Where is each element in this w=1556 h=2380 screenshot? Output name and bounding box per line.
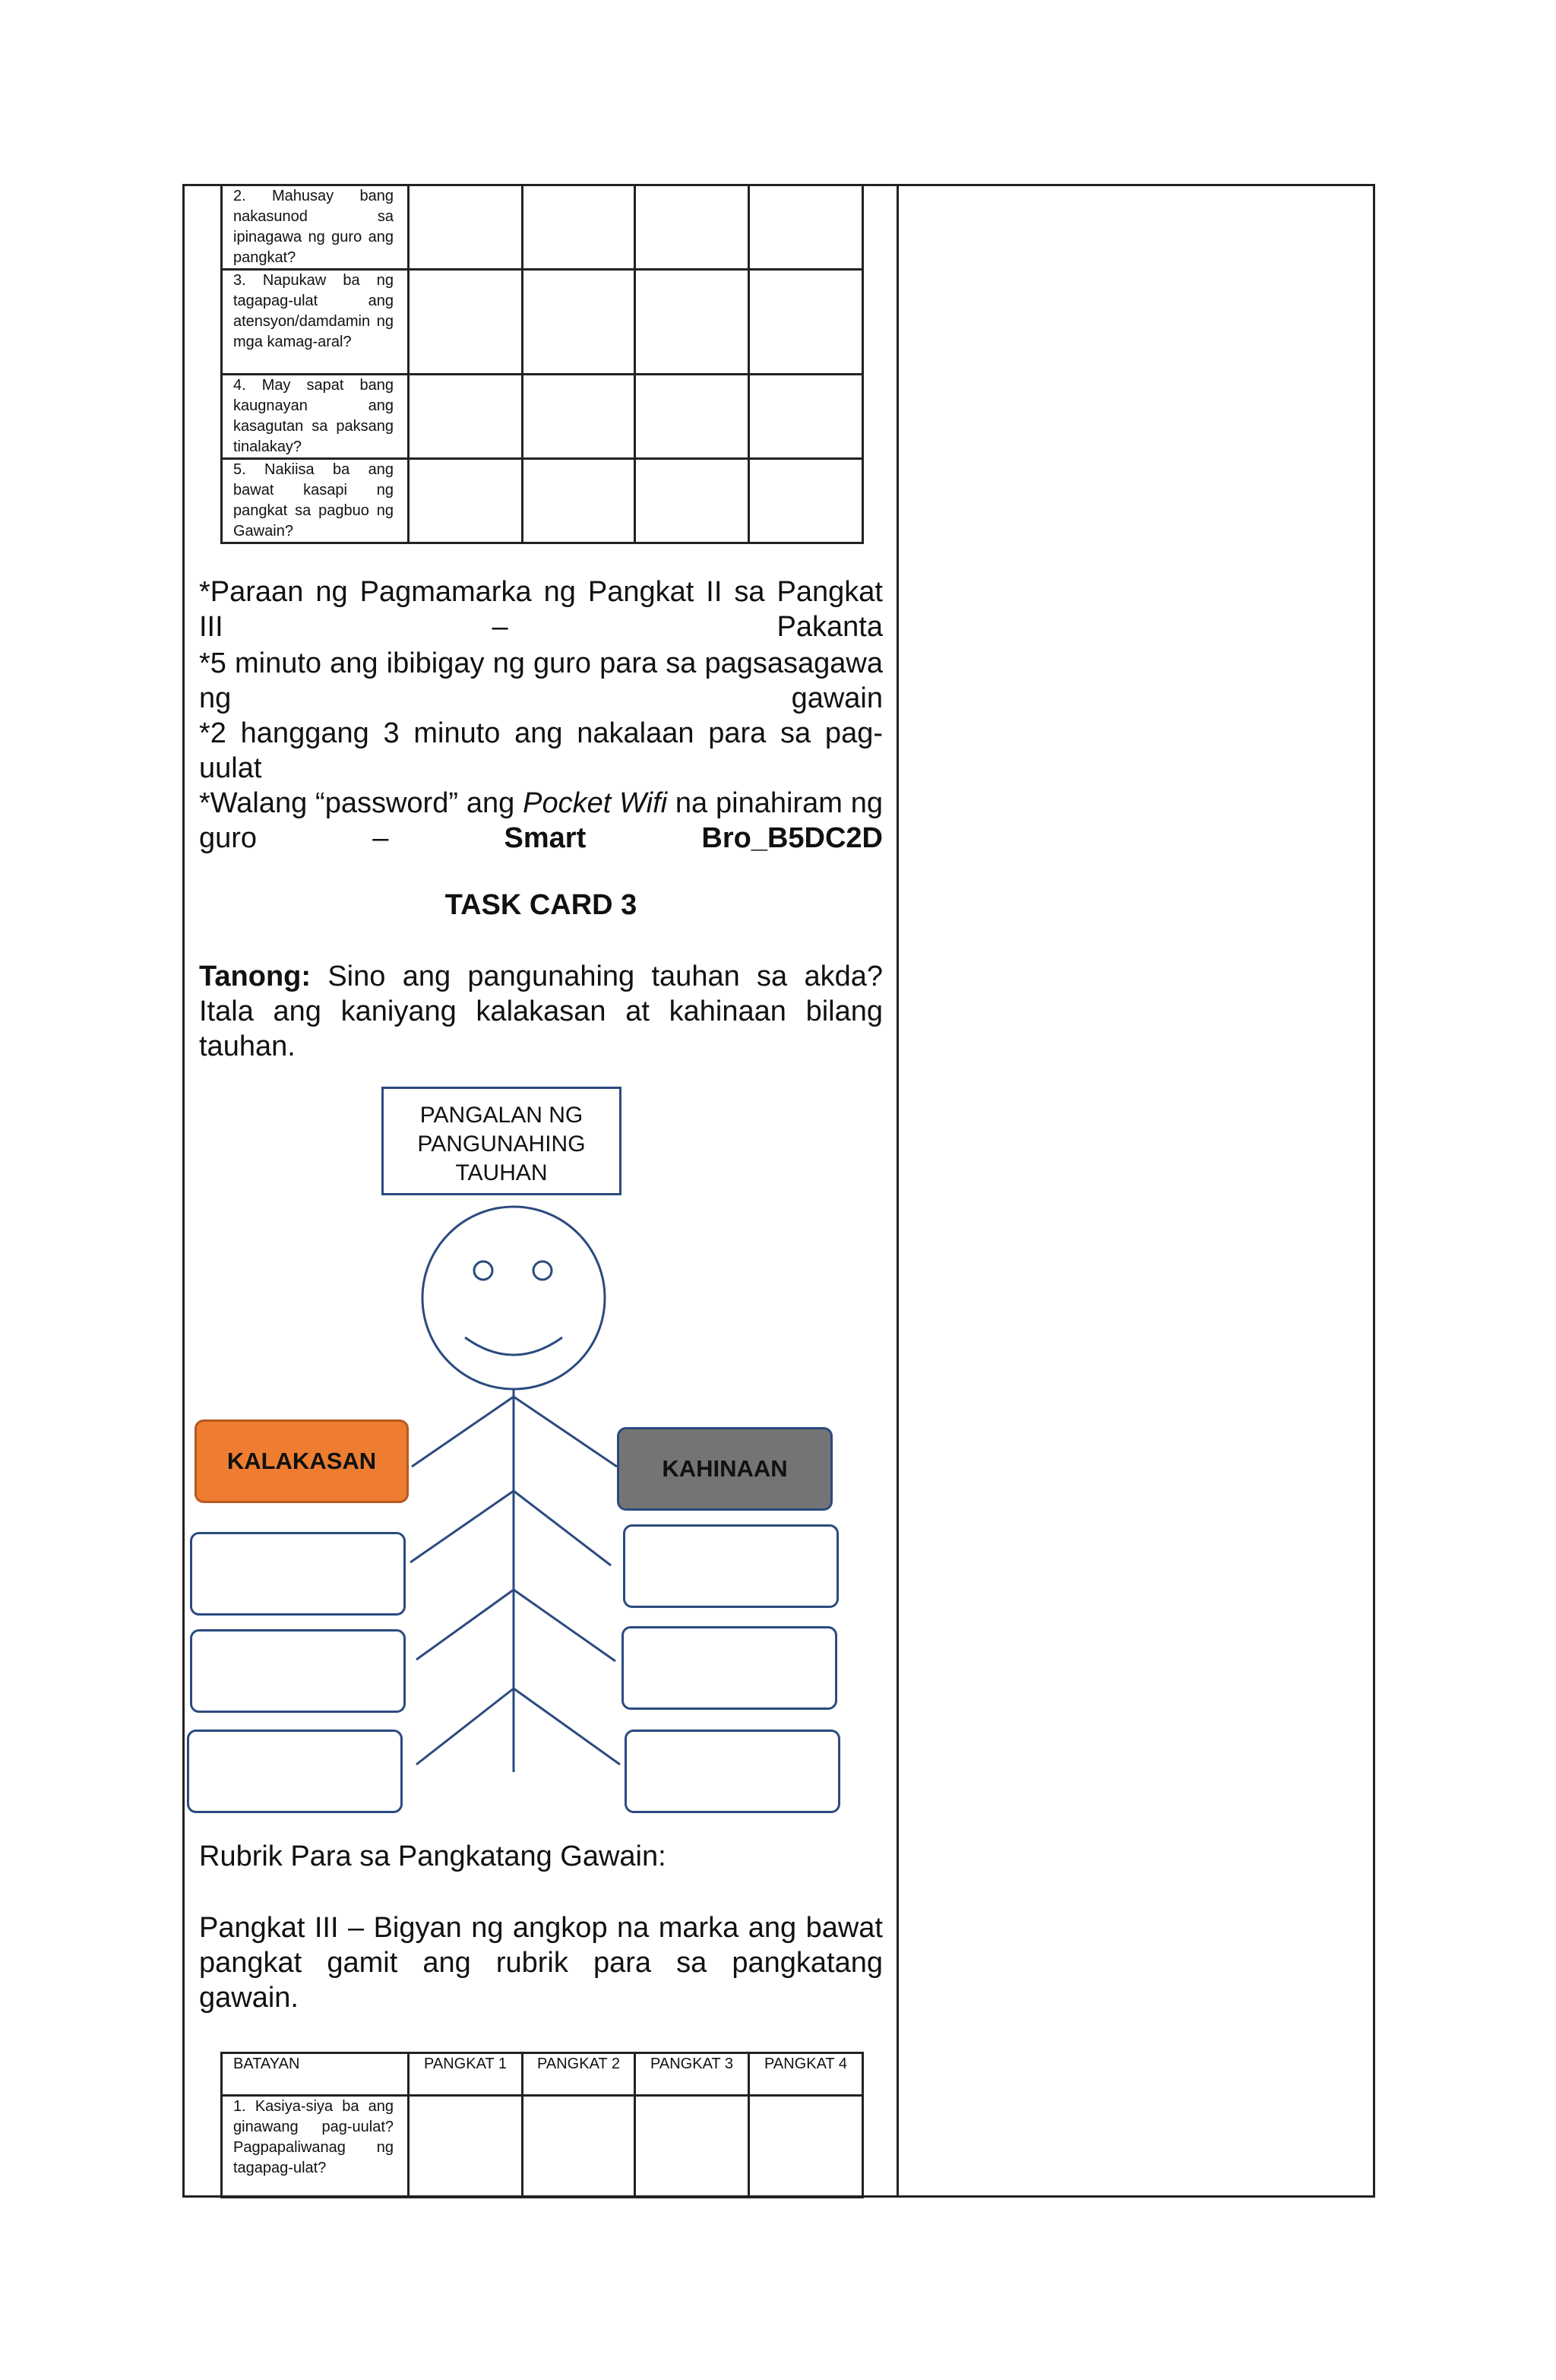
rib-left-1 [412, 1397, 514, 1467]
score-cell[interactable] [749, 2096, 863, 2198]
note-wifi-text: *Walang “password” ang [199, 787, 523, 819]
column-header-group-2: PANGKAT 2 [523, 2053, 635, 2096]
weakness-entry-box[interactable] [621, 1626, 837, 1710]
column-header-criteria: BATAYAN [222, 2053, 409, 2096]
score-cell[interactable] [409, 2096, 523, 2198]
left-eye [474, 1261, 492, 1280]
rib-left-2 [410, 1491, 514, 1562]
rubric-table-bottom [220, 2052, 864, 2198]
rib-right-2 [514, 1491, 611, 1565]
right-eye [533, 1261, 552, 1280]
strength-label-box: KALAKASAN [194, 1419, 409, 1503]
note-report-time: *2 hanggang 3 minuto ang nakalaan para sa pag-uulat [199, 717, 883, 784]
note-time-limit: *5 minuto ang ibibigay ng guro para sa pagsasagawa ng gawain [199, 647, 883, 714]
table-row [222, 2096, 863, 2198]
criterion-cell: 3. Napukaw ba ng tagapag-ulat ang atensyon/damdamin ng mga kamag-aral? [222, 270, 409, 375]
criterion-cell: 2. Mahusay bang nakasunod sa ipinagawa ng guro ang pangkat? [222, 185, 409, 270]
question-text: Sino ang pangunahing tauhan sa akda? Itala ang kaniyang kalakasan at kahinaan bilang tauhan. [199, 961, 883, 1062]
score-cell[interactable] [635, 2096, 749, 2198]
rib-right-1 [514, 1397, 617, 1467]
note-wifi-text-2: na pinahiram ng guro – [199, 787, 883, 854]
weakness-label-box: KAHINAAN [617, 1427, 833, 1511]
head-circle [422, 1207, 605, 1389]
criterion-cell: 5. Nakiisa ba ang bawat kasapi ng pangkat sa pagbuo ng Gawain? [222, 459, 409, 543]
rib-right-4 [514, 1688, 620, 1764]
strength-entry-box[interactable] [190, 1532, 406, 1616]
rubric-heading: Rubrik Para sa Pangkatang Gawain: [199, 1840, 666, 1872]
note-wifi-device: Pocket Wifi [523, 787, 668, 819]
strength-entry-box[interactable] [187, 1730, 403, 1813]
score-cell[interactable] [523, 2096, 635, 2198]
question-label: Tanong: [199, 961, 312, 992]
rubric-instruction: Pangkat III – Bigyan ng angkop na marka ang bawat pangkat gamit ang rubrik para sa pangkatang gawain. [199, 1912, 883, 2014]
column-header-group-4: PANGKAT 4 [749, 2053, 863, 2096]
column-header-group-3: PANGKAT 3 [635, 2053, 749, 2096]
criterion-cell: 1. Kasiya-siya ba ang ginawang pag-uulat? Pagpapaliwanag ng tagapag-ulat? [222, 2096, 409, 2198]
strength-entry-box[interactable] [190, 1629, 406, 1713]
task-card-title: TASK CARD 3 [444, 889, 637, 921]
smile [465, 1337, 562, 1355]
note-scoring-method: *Paraan ng Pagmamarka ng Pangkat II sa Pangkat III – Pakanta [199, 576, 883, 643]
note-wifi-network: Smart Bro_B5DC2D [504, 822, 883, 854]
weakness-entry-box[interactable] [625, 1730, 840, 1813]
rib-left-4 [416, 1688, 514, 1764]
rib-right-3 [514, 1590, 615, 1661]
column-header-group-1: PANGKAT 1 [409, 2053, 523, 2096]
criterion-cell: 4. May sapat bang kaugnayan ang kasagutan sa paksang tinalakay? [222, 375, 409, 459]
rib-left-3 [416, 1590, 514, 1660]
weakness-entry-box[interactable] [623, 1524, 839, 1608]
table-header-row [222, 2053, 863, 2096]
character-name-box: PANGALAN NG PANGUNAHING TAUHAN [381, 1087, 621, 1195]
